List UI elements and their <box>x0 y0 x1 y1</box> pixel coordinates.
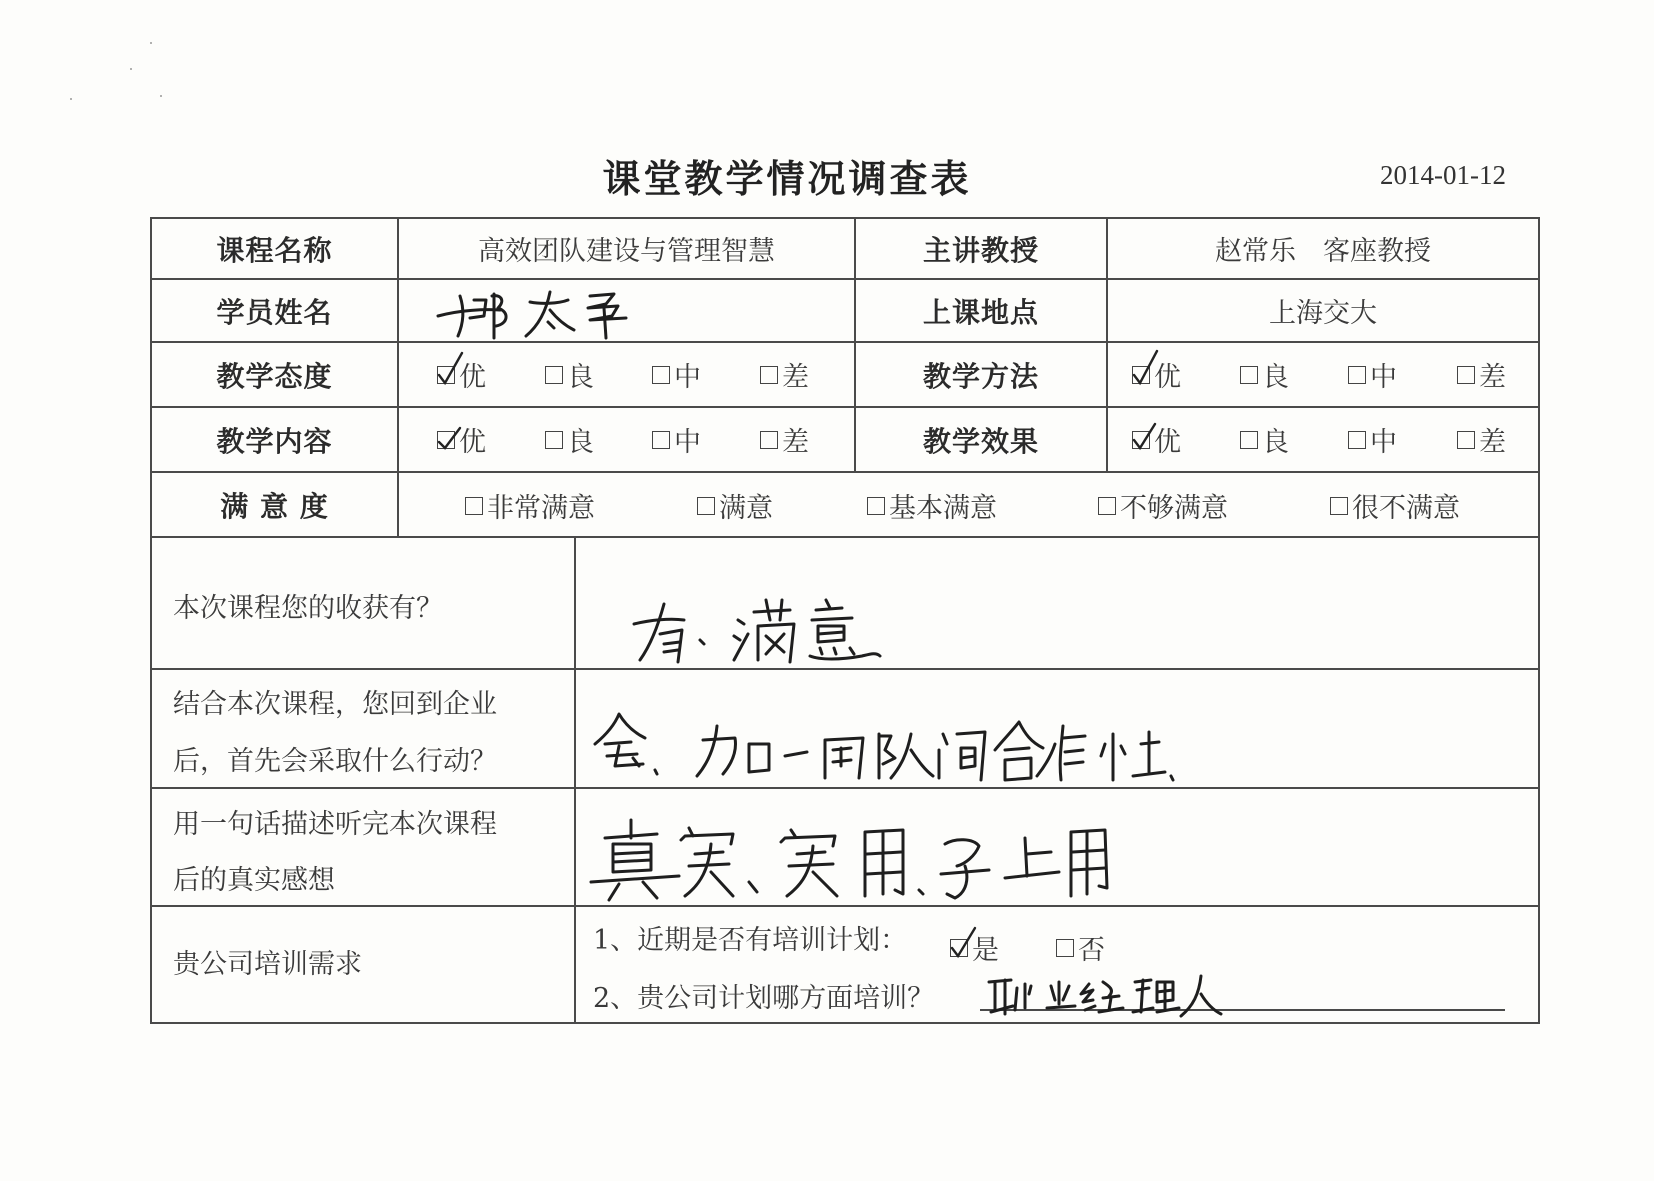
option-label: 差 <box>782 362 809 393</box>
attitude-option-excellent[interactable] <box>437 355 486 394</box>
option-label: 非常满意 <box>487 493 595 524</box>
option-label: 基本满意 <box>889 493 997 524</box>
attitude-option-poor[interactable] <box>760 355 809 394</box>
content-option-excellent[interactable] <box>437 420 486 459</box>
checkbox <box>1132 366 1150 384</box>
option-label: 中 <box>674 362 701 393</box>
student-name-label: 学员姓名 <box>216 295 333 329</box>
checkbox <box>1457 366 1475 384</box>
option-label: 中 <box>1370 427 1397 458</box>
form-title: 课堂教学情况调查表 <box>602 157 972 201</box>
checkbox <box>1240 366 1258 384</box>
check-mark-icon <box>949 922 979 960</box>
option-label: 中 <box>1370 362 1397 393</box>
lecturer-label: 主讲教授 <box>922 233 1039 267</box>
option-label: 不够满意 <box>1120 493 1228 524</box>
checkbox <box>437 431 455 449</box>
option-label: 良 <box>567 362 594 393</box>
checkbox <box>760 366 778 384</box>
checkbox <box>1132 431 1150 449</box>
form-date: 2014-01-12 <box>1380 160 1506 190</box>
check-mark-icon <box>1131 414 1161 452</box>
check-mark-icon <box>436 349 466 387</box>
question-action-label-line2: 后，首先会采取什么行动？ <box>173 746 497 777</box>
satisfaction-label: 满 意 度 <box>220 489 329 523</box>
teaching-effect-label: 教学效果 <box>922 424 1039 458</box>
table-border-right <box>1538 217 1540 1024</box>
training-plan-no-option[interactable] <box>1056 928 1105 967</box>
satisfaction-option-not-satisfied[interactable] <box>1098 486 1228 525</box>
location-value: 上海交大 <box>1269 298 1377 329</box>
attitude-option-good[interactable] <box>545 355 594 394</box>
scan-speck <box>130 68 132 70</box>
training-plan-yes-option[interactable] <box>950 928 999 967</box>
checkbox <box>652 366 670 384</box>
teaching-content-label: 教学内容 <box>216 424 333 458</box>
check-mark-icon <box>436 414 466 452</box>
option-label: 优 <box>1154 362 1181 393</box>
location-label: 上课地点 <box>922 295 1039 329</box>
content-option-fair[interactable] <box>652 420 701 459</box>
check-mark-icon <box>1131 349 1161 387</box>
checkbox <box>1098 497 1116 515</box>
satisfaction-option-very-dissatisfied[interactable] <box>1330 486 1460 525</box>
option-label: 差 <box>782 427 809 458</box>
question-feeling-label-line2: 后的真实感想 <box>173 865 335 896</box>
checkbox <box>1330 497 1348 515</box>
option-label: 良 <box>1262 427 1289 458</box>
method-option-good[interactable] <box>1240 355 1289 394</box>
effect-option-poor[interactable] <box>1457 420 1506 459</box>
teaching-attitude-label: 教学态度 <box>216 359 333 393</box>
option-label: 差 <box>1479 362 1506 393</box>
checkbox <box>652 431 670 449</box>
scan-speck <box>150 42 152 44</box>
option-label: 良 <box>567 427 594 458</box>
teaching-method-label: 教学方法 <box>922 359 1039 393</box>
satisfaction-option-basically-satisfied[interactable] <box>867 486 997 525</box>
scan-speck <box>70 98 72 100</box>
training-area-question: 2、贵公司计划哪方面培训？ <box>593 983 935 1014</box>
option-label: 很不满意 <box>1352 493 1460 524</box>
option-label: 否 <box>1078 935 1105 966</box>
lecturer-value: 赵常乐 客座教授 <box>1215 236 1431 267</box>
answer-training-area-handwriting <box>985 968 1225 1020</box>
question-gains-label: 本次课程您的收获有？ <box>173 593 443 624</box>
checkbox <box>867 497 885 515</box>
checkbox <box>1457 431 1475 449</box>
checkbox <box>1348 366 1366 384</box>
option-label: 良 <box>1262 362 1289 393</box>
checkbox <box>1240 431 1258 449</box>
checkbox <box>545 431 563 449</box>
checkbox <box>545 366 563 384</box>
checkbox <box>950 939 968 957</box>
satisfaction-option-satisfied[interactable] <box>697 486 773 525</box>
option-label: 优 <box>1154 427 1181 458</box>
effect-option-excellent[interactable] <box>1132 420 1181 459</box>
effect-option-fair[interactable] <box>1348 420 1397 459</box>
method-option-fair[interactable] <box>1348 355 1397 394</box>
checkbox <box>1348 431 1366 449</box>
option-label: 优 <box>459 427 486 458</box>
col-divider <box>574 536 576 1023</box>
checkbox <box>437 366 455 384</box>
checkbox <box>1056 939 1074 957</box>
answer-feeling-handwriting <box>585 808 1145 908</box>
option-label: 优 <box>459 362 486 393</box>
course-name-label: 课程名称 <box>216 233 333 267</box>
course-name-value: 高效团队建设与管理智慧 <box>478 236 775 267</box>
content-option-good[interactable] <box>545 420 594 459</box>
question-training-label: 贵公司培训需求 <box>173 949 362 980</box>
student-name-handwriting <box>430 282 650 344</box>
checkbox <box>465 497 483 515</box>
training-plan-question: 1、近期是否有培训计划： <box>593 925 908 956</box>
option-label: 是 <box>972 935 999 966</box>
satisfaction-option-very-satisfied[interactable] <box>465 486 595 525</box>
answer-gains-handwriting <box>630 590 930 670</box>
answer-action-handwriting <box>585 700 1165 790</box>
row-divider <box>150 536 1540 538</box>
scan-speck <box>160 95 162 97</box>
method-option-poor[interactable] <box>1457 355 1506 394</box>
method-option-excellent[interactable] <box>1132 355 1181 394</box>
question-action-label-line1: 结合本次课程，您回到企业 <box>173 689 497 720</box>
content-option-poor[interactable] <box>760 420 809 459</box>
attitude-option-fair[interactable] <box>652 355 701 394</box>
option-label: 差 <box>1479 427 1506 458</box>
option-label: 满意 <box>719 493 773 524</box>
question-feeling-label-line1: 用一句话描述听完本次课程 <box>173 809 497 840</box>
checkbox <box>760 431 778 449</box>
option-label: 中 <box>674 427 701 458</box>
effect-option-good[interactable] <box>1240 420 1289 459</box>
checkbox <box>697 497 715 515</box>
